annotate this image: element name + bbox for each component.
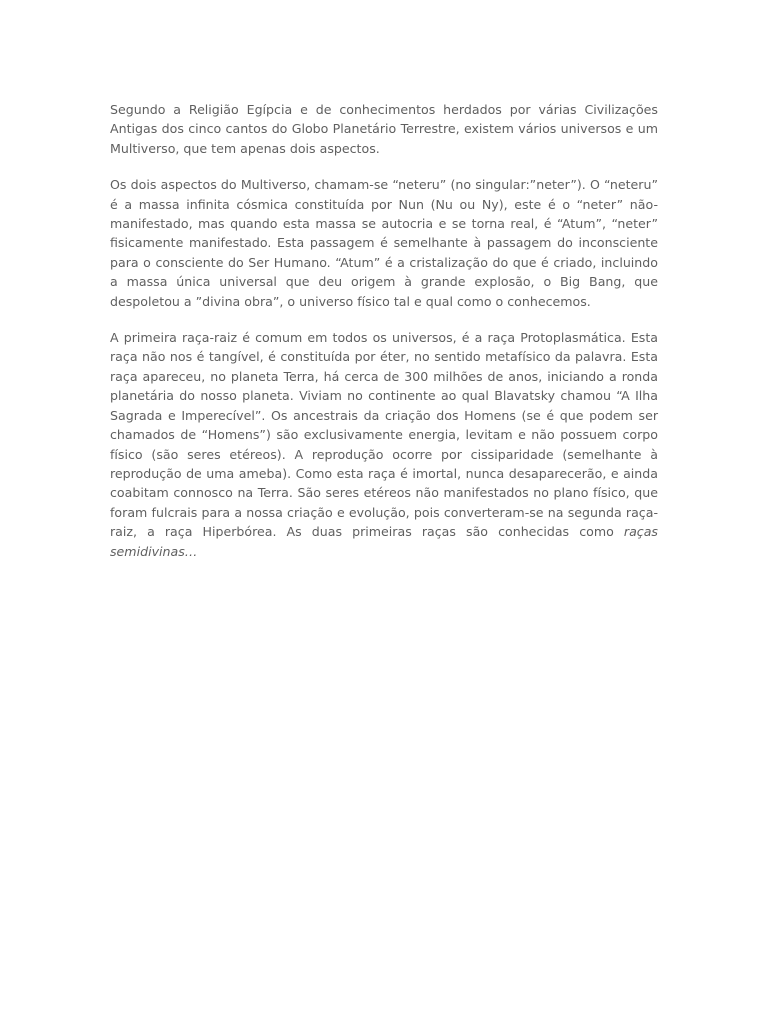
paragraph-1: Segundo a Religião Egípcia e de conhecimentos herdados por várias Civilizações Antigas dos cinco cantos do Globo Planetário Terrestre, existem vários universos e um Multiverso, que tem apenas dois aspectos. bbox=[110, 102, 658, 156]
paragraph-3-text: A primeira raça-raiz é comum em todos os universos, é a raça Protoplasmática. Esta raça não nos é tangível, é constituída por éter, no sentido metafísico da palavra. Esta raça apareceu, no planeta Terra, há cerca de 300 milhões de anos, iniciando a ronda planetária do nosso planeta. Viviam no continente ao qual Blavatsky chamou “A Ilha Sagrada e Imperecível”. Os ancestrais da criação dos Homens (se é que podem ser chamados de “Homens”) são exclusivamente energia, levitam e não possuem corpo físico (são seres etéreos). A reprodução ocorre por cissiparidade (semelhante à reprodução de uma ameba). Como esta raça é imortal, nunca desaparecerão, e ainda coabitam connosco na Terra. São seres etéreos não manifestados no plano físico, que foram fulcrais para a nossa criação e evolução, pois converteram-se na segunda raça-raiz, a raça Hiperbórea. As duas primeiras raças são conhecidas como bbox=[110, 330, 658, 540]
paragraph-3-italic-term: raças semidivinas… bbox=[110, 524, 658, 559]
document-body bbox=[110, 100, 658, 578]
paragraph-2: Os dois aspectos do Multiverso, chamam-se “neteru” (no singular:”neter”). O “neteru” é a massa infinita cósmica constituída por Nun (Nu ou Ny), este é o “neter” não-manifestado, mas quando esta massa se autocria e se torna real, é “Atum”, “neter” fisicamente manifestado. Esta passagem é semelhante à passagem do inconsciente para o consciente do Ser Humano. “Atum” é a cristalização do que é criado, incluindo a massa única universal que deu origem à grande explosão, o Big Bang, que despoletou a ”divina obra”, o universo físico tal e qual como o conhecemos. bbox=[110, 177, 658, 309]
paragraph-3 bbox=[110, 328, 658, 561]
